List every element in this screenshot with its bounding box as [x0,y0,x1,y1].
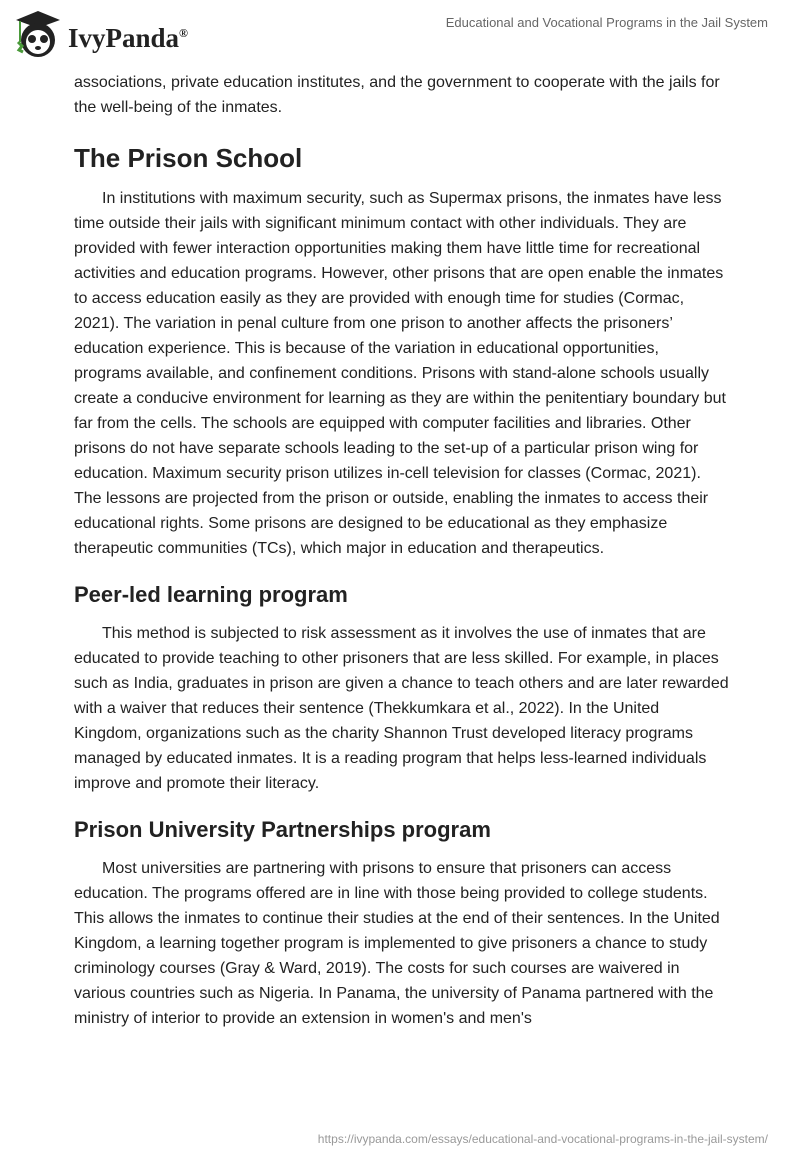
section-heading: Prison University Partnerships program [74,817,491,842]
section-paragraph: Most universities are partnering with prisons to ensure that prisoners can access education. The programs offered are in line with those being provided to college students. This allows the inmates to continue their studies at the end of their sentences. In the United Kingdom, a learning together program is implemented to give prisoners a chance to study criminology courses (Gray & Ward, 2019). The costs for such courses are waivered in various countries such as Nigeria. In Panama, the university of Panama partnered with the ministry of interior to provide an extension in women's and men's [74,860,720,1027]
logo[interactable] [12,8,188,60]
intro-paragraph: associations, private education institutes, and the government to cooperate with the jails for the well-being of the inmates. [74,74,720,116]
section-paragraph: This method is subjected to risk assessment as it involves the use of inmates that are educated to provide teaching to other prisoners that are less skilled. For example, in places such as India, graduates in prison are given a chance to teach others and are later rewarded with a waiver that reduces their sentence (Thekkumkara et al., 2022). In the United Kingdom, organizations such as the charity Shannon Trust developed literacy programs managed by educated inmates. It is a reading program that helps less-learned individuals improve and promote their literacy. [74,625,729,792]
logo-text: IvyPanda [68,22,180,53]
section-heading: Peer-led learning program [74,582,348,607]
article-content [74,70,730,1031]
panda-logo-icon [12,8,64,60]
section-paragraph: In institutions with maximum security, such as Supermax prisons, the inmates have less time outside their jails with significant minimum contact with other individuals. They are provided with fewer interaction opportunities making them have little time for recreational activities and education programs. However, other prisons that are open enable the inmates to access education easily as they are provided with enough time for studies (Cormac, 2021). The variation in penal culture from one prison to another affects the prisoners’ education experience. This is because of the variation in educational opportunities, programs available, and confinement conditions. Prisons with stand-alone schools usually create a conducive environment for learning as they are within the penitentiary boundary but far from the cells. The schools are equipped with computer facilities and libraries. Other prisons do not have separate schools leading to the set-up of a particular prison wing for education. Maximum security prison utilizes in-cell television for classes (Cormac, 2021). The lessons are projected from the prison or outside, enabling the inmates to access their educational rights. Some prisons are designed to be educational as they emphasize therapeutic communities (TCs), which major in education and therapeutics. [74,190,726,557]
section-heading: The Prison School [74,143,303,173]
document-title: Educational and Vocational Programs in the Jail System [445,15,768,30]
footer-url[interactable]: https://ivypanda.com/essays/educational-and-vocational-programs-in-the-jail-system/ [317,1132,768,1146]
registered-mark: ® [179,25,189,40]
